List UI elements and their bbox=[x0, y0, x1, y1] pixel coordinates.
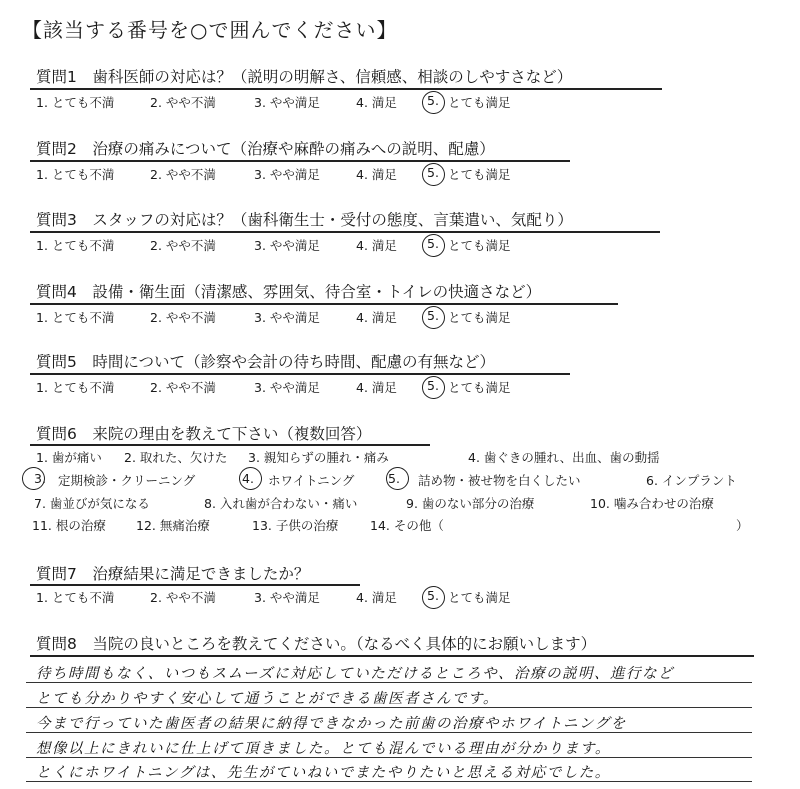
selected-circle-mark bbox=[385, 466, 411, 492]
writing-line bbox=[26, 781, 752, 782]
selected-circle-mark bbox=[21, 466, 47, 492]
question-title: 質問3 スタッフの対応は？（歯科衛生士・受付の態度、言葉遣い、気配り） bbox=[36, 211, 573, 229]
option-4[interactable]: 4. 満足 bbox=[356, 310, 397, 325]
handwritten-answer-line: とても分かりやすく安心して通うことができる歯医者さんです。 bbox=[36, 691, 499, 707]
option-1[interactable]: 1. とても不満 bbox=[36, 95, 115, 110]
selected-circle-mark bbox=[421, 162, 447, 188]
reason-option[interactable]: 1. 歯が痛い bbox=[36, 450, 102, 465]
option-5-label[interactable]: とても満足 bbox=[448, 238, 511, 253]
selected-circle-mark bbox=[238, 466, 264, 492]
option-3[interactable]: 3. やや満足 bbox=[254, 310, 320, 325]
option-4[interactable]: 4. 満足 bbox=[356, 590, 397, 605]
writing-line bbox=[26, 732, 752, 733]
option-3[interactable]: 3. やや満足 bbox=[254, 95, 320, 110]
question-underline bbox=[30, 444, 430, 446]
option-1[interactable]: 1. とても不満 bbox=[36, 380, 115, 395]
selected-circle-mark bbox=[421, 90, 447, 116]
handwritten-answer-line: 今まで行っていた歯医者の結果に納得できなかった前歯の治療やホワイトニングを bbox=[36, 716, 627, 732]
other-close-paren: ） bbox=[736, 518, 749, 533]
selected-circle-mark bbox=[421, 233, 447, 259]
question-title: 質問1 歯科医師の対応は？（説明の明解さ、信頼感、相談のしやすさなど） bbox=[36, 68, 573, 86]
option-5-label[interactable]: とても満足 bbox=[448, 167, 511, 182]
option-2[interactable]: 2. やや不満 bbox=[150, 238, 216, 253]
question-underline bbox=[30, 303, 618, 305]
reason-option[interactable]: 6. インプラント bbox=[646, 473, 737, 488]
question-title: 質問2 治療の痛みについて（治療や麻酔の痛みへの説明、配慮） bbox=[36, 140, 495, 158]
question-title: 質問4 設備・衛生面（清潔感、雰囲気、待合室・トイレの快適さなど） bbox=[36, 283, 542, 301]
option-2[interactable]: 2. やや不満 bbox=[150, 310, 216, 325]
question-underline bbox=[30, 655, 754, 657]
reason-option-label[interactable]: 詰め物・被せ物を白くしたい bbox=[418, 473, 581, 488]
instruction-header: 【該当する番号を○で囲んでください】 bbox=[22, 18, 398, 42]
option-1[interactable]: 1. とても不満 bbox=[36, 310, 115, 325]
option-2[interactable]: 2. やや不満 bbox=[150, 95, 216, 110]
option-5-label[interactable]: とても満足 bbox=[448, 95, 511, 110]
question-underline bbox=[30, 160, 570, 162]
reason-option[interactable]: 3. 親知らずの腫れ・痛み bbox=[248, 450, 389, 465]
reason-option[interactable]: 12. 無痛治療 bbox=[136, 518, 210, 533]
reason-option-other[interactable]: 14. その他（ bbox=[370, 518, 444, 533]
option-3[interactable]: 3. やや満足 bbox=[254, 590, 320, 605]
reason-option-label[interactable]: ホワイトニング bbox=[268, 473, 355, 488]
question-title: 質問6 来院の理由を教えて下さい（複数回答） bbox=[36, 425, 372, 443]
option-3[interactable]: 3. やや満足 bbox=[254, 380, 320, 395]
reason-option[interactable]: 10. 噛み合わせの治療 bbox=[590, 496, 714, 511]
option-1[interactable]: 1. とても不満 bbox=[36, 238, 115, 253]
question-underline bbox=[30, 373, 570, 375]
option-4[interactable]: 4. 満足 bbox=[356, 380, 397, 395]
option-1[interactable]: 1. とても不満 bbox=[36, 167, 115, 182]
reason-option[interactable]: 7. 歯並びが気になる bbox=[34, 496, 150, 511]
option-2[interactable]: 2. やや不満 bbox=[150, 590, 216, 605]
reason-option[interactable]: 2. 取れた、欠けた bbox=[124, 450, 228, 465]
option-5-number[interactable]: 5. bbox=[427, 308, 439, 323]
question-underline bbox=[30, 584, 360, 586]
selected-circle-mark bbox=[421, 375, 447, 401]
reason-option-label[interactable]: 定期検診・クリーニング bbox=[58, 473, 196, 488]
question-underline bbox=[30, 231, 660, 233]
option-2[interactable]: 2. やや不満 bbox=[150, 380, 216, 395]
selected-circle-mark bbox=[421, 585, 447, 611]
reason-option[interactable]: 8. 入れ歯が合わない・痛い bbox=[204, 496, 358, 511]
question-underline bbox=[30, 88, 662, 90]
option-4[interactable]: 4. 満足 bbox=[356, 238, 397, 253]
writing-line bbox=[26, 757, 752, 758]
option-5-number[interactable]: 5. bbox=[427, 236, 439, 251]
question-title: 質問7 治療結果に満足できましたか？ bbox=[36, 565, 310, 583]
handwritten-answer-line: 待ち時間もなく、いつもスムーズに対応していただけるところや、治療の説明、進行など bbox=[36, 666, 674, 682]
option-4[interactable]: 4. 満足 bbox=[356, 95, 397, 110]
option-5-label[interactable]: とても満足 bbox=[448, 380, 511, 395]
question-title: 質問5 時間について（診察や会計の待ち時間、配慮の有無など） bbox=[36, 353, 496, 371]
option-5-number[interactable]: 5. bbox=[427, 588, 439, 603]
reason-option[interactable]: 11. 根の治療 bbox=[32, 518, 106, 533]
option-5-label[interactable]: とても満足 bbox=[448, 590, 511, 605]
option-3[interactable]: 3. やや満足 bbox=[254, 167, 320, 182]
question-title: 質問8 当院の良いところを教えてください。（なるべく具体的にお願いします） bbox=[36, 635, 597, 653]
handwritten-answer-line: とくにホワイトニングは、先生がていねいでまたやりたいと思える対応でした。 bbox=[36, 765, 611, 781]
selected-circle-mark bbox=[421, 305, 447, 331]
option-5-number[interactable]: 5. bbox=[427, 93, 439, 108]
writing-line bbox=[26, 707, 752, 708]
option-5-number[interactable]: 5. bbox=[427, 165, 439, 180]
option-5-number[interactable]: 5. bbox=[427, 378, 439, 393]
handwritten-answer-line: 想像以上にきれいに仕上げて頂きました。とても混んでいる理由が分かります。 bbox=[36, 741, 611, 757]
option-4[interactable]: 4. 満足 bbox=[356, 167, 397, 182]
writing-line bbox=[26, 682, 752, 683]
reason-option-number[interactable]: 5. bbox=[388, 471, 400, 486]
option-5-label[interactable]: とても満足 bbox=[448, 310, 511, 325]
reason-option[interactable]: 4. 歯ぐきの腫れ、出血、歯の動揺 bbox=[468, 450, 660, 465]
reason-option[interactable]: 13. 子供の治療 bbox=[252, 518, 339, 533]
reason-option-number[interactable]: 4. bbox=[242, 471, 254, 486]
option-2[interactable]: 2. やや不満 bbox=[150, 167, 216, 182]
option-1[interactable]: 1. とても不満 bbox=[36, 590, 115, 605]
reason-option-number[interactable]: 3. bbox=[34, 471, 46, 486]
option-3[interactable]: 3. やや満足 bbox=[254, 238, 320, 253]
reason-option[interactable]: 9. 歯のない部分の治療 bbox=[406, 496, 535, 511]
